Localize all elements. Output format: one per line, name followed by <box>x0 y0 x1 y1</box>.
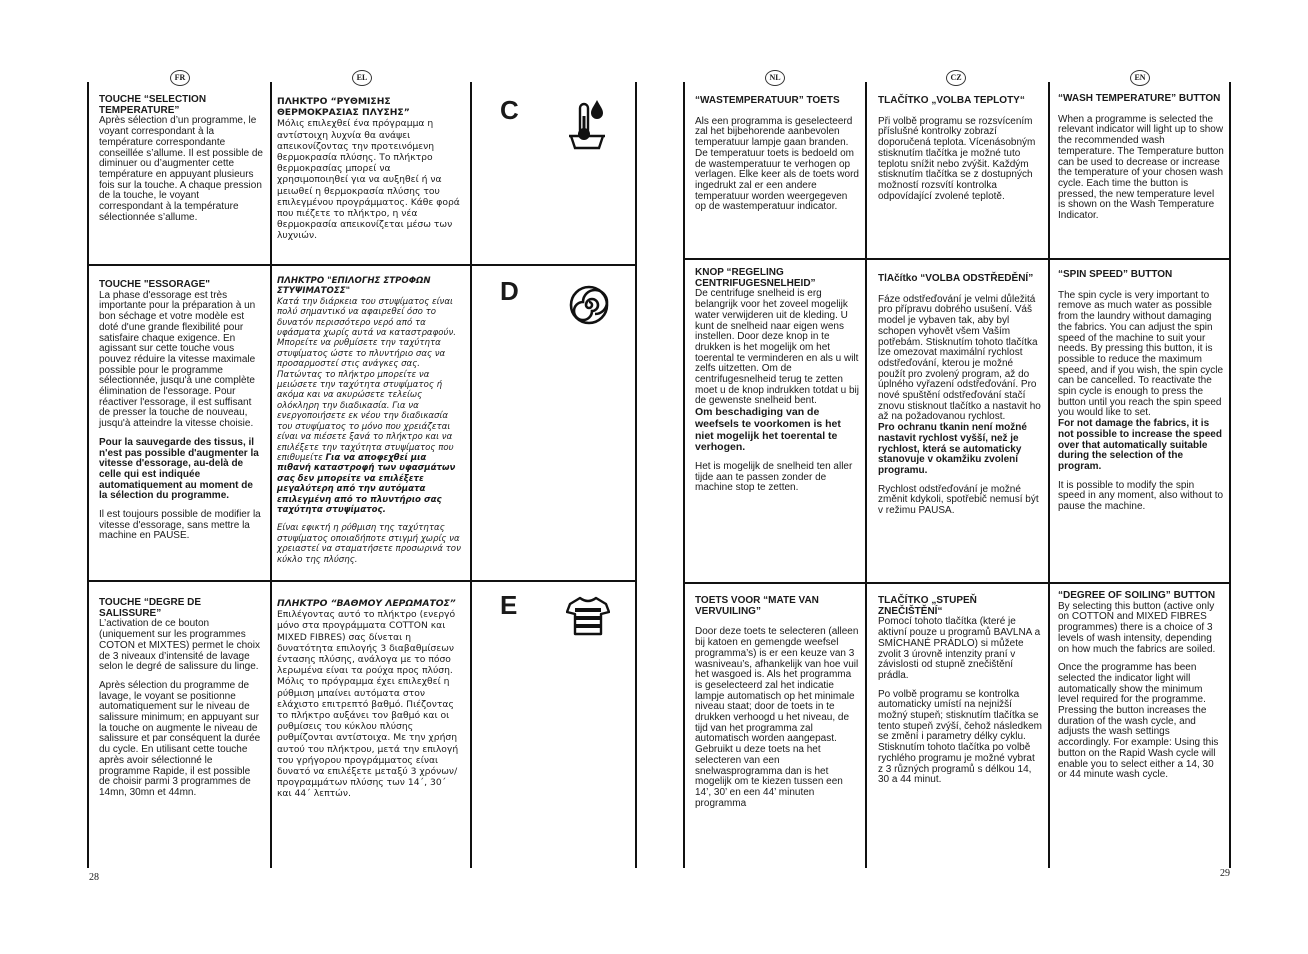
en-temperature-body: When a programme is selected the relevant indicator will light up to show the recommended wash temperature. The Temperature button can be used to decrease or increase the temperature of your chosen wash cycle. Each time the button is pressed, the new temperature level is shown on the Wash Temperature Indicator. <box>1058 113 1224 222</box>
el-spin-warning: Για να αποφεχθεί μια πιθανή καταστροφή των υφασμάτων σας δεν μπορείτε να επιλέξετε μεγαλύτερη από την αυτόματα επιλεγμένη από το πλυντήριο σας ταχύτητα στυψίματος. <box>277 452 456 515</box>
language-badge-fr: FR <box>170 70 190 86</box>
tshirt-soiling-icon <box>566 596 610 636</box>
en-soiling-section <box>1058 591 1224 789</box>
language-badge-cz: CZ <box>946 70 966 86</box>
el-spin-section <box>277 276 463 573</box>
cz-temperature-body: Při volbě programu se rozsvícením příslušné kontrolky zobrazí doporučená teplota. Vícenásobným stisknutím tlačítka je možné tuto teplotu snížit nebo zvýšit. Každým stisknutím tlačítka se z dostupných možností rozsvítí kontrolka odpovídající zvolené teplotě. <box>878 115 1036 202</box>
column-divider <box>865 82 867 868</box>
fr-spin-body: La phase d'essorage est très importante pour la préparation à un bon séchage et votre modèle est doté d'une grande flexibilité pour satisfaire chaque exigence. En agissant sur cette touche vous pouvez réduire la vitesse maximale possible pour le programme sélectionnée, jusqu'à une complète élimination de l'essorage. Pour réactiver l'essorage, il est suffisant de presser la touche de nouveau, jusqu'à atteindre la vitesse choisie. <box>99 289 256 430</box>
nl-spin-warning: Om beschadiging van de weefsels te voorkomen is het niet mogelijk het toerental te verhogen. <box>695 406 841 454</box>
language-badge-nl: NL <box>765 70 785 86</box>
nl-soiling-section <box>695 596 859 817</box>
cz-spin-tail: Rychlost odstřeďování je možné změnit kdykoli, spotřebič nemusí být v režimu PAUSA. <box>878 483 1039 517</box>
nl-temperature-section <box>695 96 859 221</box>
column-divider <box>470 82 472 868</box>
en-spin-body: The spin cycle is very important to remove as much water as possible from the laundry without damaging the fabrics. You can adjust the spin speed of the machine to suit your needs. By pressing this button, it is possible to reduce the maximum speed, and if you wish, the spin cycle can be cancelled. To reactivate the spin cycle is enough to press the button until you reach the spin speed you would like to set. <box>1058 289 1224 419</box>
column-divider <box>270 82 272 868</box>
el-spin-body: Κατά την διάρκεια του στυψίματος είναι πολύ σημαντικό να αφαιρεθεί όσο το δυνατόν περισσότερο νερό από τα υφάσματα χωρίς αυτά να καταστραφούν. Μπορείτε να ρυθμίσετε την ταχύτητα στυψίματος ώστε το πλυντήριο σας να προσαρμοστεί στις ανάγκες σας. Πατώντας το πλήκτρο μπορείτε να μειώσετε την ταχύτητα στυψίματος ή ακόμα και να ακυρώσετε τελείως ολόκληρη την διαδικασία. Για να ενεργοποιήσετε εκ νέου την διαδικασία του στυψίματος το μόνο που χρειάζεται είναι να πιέσετε ξανά το πλήκτρο και να επιλέξετε την ταχύτητα στυψίματος που επιθυμείτε <box>277 296 457 463</box>
row-letter-d: D <box>500 276 519 306</box>
nl-temperature-title: “WASTEMPERATUUR” TOETS <box>695 95 840 106</box>
en-spin-tail: It is possible to modify the spin speed in any moment, also without to pause the machine. <box>1058 479 1224 513</box>
en-temperature-section <box>1058 94 1224 230</box>
column-divider <box>1048 82 1050 868</box>
fr-temperature-title: TOUCHE “SELECTION TEMPERATURE” <box>99 94 207 116</box>
column-divider <box>635 82 637 868</box>
el-soiling-section <box>277 598 463 808</box>
nl-soiling-body: Door deze toets te selecteren (alleen bij katoen en gemengde weefsel programma’s) is er een keuze van 3 wasniveau’s, afhankelijk van hoe vuil het wasgoed is. Als het programma is geselecteerd zal het indicatie lampje automatisch op het minimale niveau staat; door de toets in te drukken verhoogd u het niveau, de tijd van het programma zal automatisch worden aangepast. Gebruikt u deze toets na het selecteren van een snelwasprogramma dan is het mogelijk om te kiezen tussen een 14’, 30’ en een 44’ minuten programma <box>695 626 859 809</box>
en-soiling-title: “DEGREE OF SOILING” BUTTON <box>1058 590 1216 601</box>
cz-soiling-body: Pomocí tohoto tlačítka (které je aktivní pouze u programů BAVLNA a SMÍCHANÉ PRÁDLO) si můžete zvolit 3 úrovně intenzity praní v závislosti od stupně znečištění prádla. <box>878 616 1041 681</box>
row-letter-e: E <box>500 590 518 620</box>
nl-spin-tail: Het is mogelijk de snelheid ten aller tijde aan te passen zonder de machine stop te zetten. <box>695 460 853 494</box>
fr-soiling-section <box>99 598 263 807</box>
el-spin-title: ΠΛΗΚΤΡΟ "ΕΠΙΛΟΓΗΣ ΣΤΡΟΦΩΝ ΣΤΥΨΙΜΑΤΟΣΣ" <box>277 276 431 297</box>
en-spin-warning: For not damage the fabrics, it is not possible to increase the speed over that automatically suitable during the selection of the program. <box>1058 418 1222 472</box>
nl-temperature-body: Als een programma is geselecteerd zal het bijbehorende aanbevolen temperatuur lampje gaan branden. De temperatuur toets is bedoeld om de wastemperatuur te verhogen op verlagen. Elke keer als de toets word ingedrukt zal er een andere temperatuur worden weergegeven op de wastemperatuur indicator. <box>695 115 859 213</box>
en-soiling-tail: Once the programme has been selected the indicator light will automatically show the minimum level required for the programme. Pressing the button increases the duration of the wash cycle, and adjusts the wash settings accordingly. For example: Using this button on the Rapid Wash cycle will enable you to select either a 14, 30 or 44 minute wash cycle. <box>1058 662 1219 781</box>
fr-soiling-title: TOUCHE “DEGRE DE SALISSURE” <box>99 597 202 619</box>
fr-spin-warning: Pour la sauvegarde des tissus, il n'est pas possible d'augmenter la vitesse d'essorage, au-delà de celle qui est indiquée automatiquement au moment de la sélection du programme. <box>99 436 259 502</box>
spin-spiral-icon <box>568 284 610 326</box>
el-spin-tail: Είναι εφικτή η ρύθμιση της ταχύτητας στυψίματος οποιαδήποτε στιγμή χωρίς να χρειαστεί να σταματήσετε προσωρινά τον κύκλο της πλύσης. <box>277 523 461 565</box>
cz-spin-body: Fáze odstřeďování je velmi důležitá pro přípravu dobrého usušení. Váš model je vybaven tak, aby byl schopen vyhovět všem Vaším potřebám. Stisknutím tohoto tlačítka lze omezovat maximální rychlost odstřeďování, kterou je možné použít pro zvolený program, až do úplného vyřazení odstřeďování. Pro nové spuštění odstřeďování stačí znovu stisknout tlačítko a nastavit ho až na požadovanou rychlost. <box>878 293 1041 423</box>
nl-spin-body: De centrifuge snelheid is erg belangrijk voor het zoveel mogelijk water verwijderen uit de kleding. U kunt de snelheid naar eigen wens instellen. Door deze knop in te drukken is het mogelijk om het toerental te verminderen en als u wilt zelfs uitzetten. Om de centrifugesnelheid terug te zetten moet u de knop indrukken totdat u bij de gewenste snelheid bent. <box>695 288 859 407</box>
left-border <box>87 82 89 868</box>
page-number-right: 29 <box>1220 868 1230 879</box>
fr-spin-tail: Il est toujours possible de modifier la vitesse d'essorage, sans mettre la machine en PAUSE. <box>99 509 261 542</box>
nl-spin-title: KNOP “REGELING CENTRIFUGESNELHEID” <box>695 267 816 289</box>
language-badge-el: EL <box>352 70 372 86</box>
el-soiling-body: Επιλέγοντας αυτό το πλήκτρο (ενεργό μόνο στα προγράμματα COTTON και MIXED FIBRES) σας δίνεται η δυνατότητα επιλογής 3 διαβαθμίσεων έντασης πλύσης, ανάλογα με το πόσο λερωμένα είναι τα ρούχα προς πλύση. Μόλις το πρόγραμμα έχει επιλεχθεί η ρύθμιση μπαίνει αυτόματα στον ελάχιστο επιτρεπτό βαθμό. Πιέζοντας το πλήκτρο αυξάνει τον βαθμό και οι ρυθμίσεις του κύκλου πλύσης ρυθμίζονται αντίστοιχα. Με την χρήση αυτού του πλήκτρου, μετά την επιλογή του γρήγορου προγράμματος είναι δυνατό να επιλέξετε μεταξύ 3 χρόνων/προγραμμάτων πλύσης των 14΄, 30΄ και 44΄ λεπτών. <box>277 609 459 800</box>
nl-spin-section <box>695 268 859 502</box>
row-divider <box>683 258 1231 260</box>
el-temperature-title: ΠΛΗΚΤΡΟ “ΡΥΘΜΙΣΗΣ ΘΕΡΜΟΚΡΑΣΙΑΣ ΠΛΥΣΗΣ” <box>277 96 410 119</box>
cz-soiling-section <box>878 596 1042 794</box>
cz-temperature-section <box>878 96 1042 210</box>
cz-spin-section <box>878 274 1042 525</box>
cz-spin-title: TlAčítko “VOLBA ODSTŘEDĚNÍ” <box>878 273 1034 284</box>
row-divider <box>683 582 1231 584</box>
page-number-left: 28 <box>89 872 99 883</box>
cz-soiling-title: TLAČÍTKO „STUPEŇ ZNEČIŠTĚNÍ“ <box>878 595 977 617</box>
el-temperature-body: Μόλις επιλεχθεί ένα πρόγραμμα η αντίστοιχη λυχνία θα ανάψει απεικονίζοντας την προτεινόμενη θερμοκρασία πλύσης. Το πλήκτρο θερμοκρασίας μπορεί να χρησιμοποιηθεί για να αυξηθεί ή να μειωθεί η θερμοκρασία πλύσης του επιλεγμένου προγράμματος. Κάθε φορά που πιέζετε το πλήκτρο, η νέα θερμοκρασία απεικονίζεται μέσω των λυχνιών. <box>277 118 460 242</box>
temperature-drop-icon <box>566 98 608 150</box>
cz-temperature-title: TLAČÍTKO „VOLBA TEPLOTY“ <box>878 95 1025 106</box>
nl-soiling-title: TOETS VOOR “MATE VAN VERVUILING” <box>695 595 819 617</box>
row-letter-c: C <box>500 95 519 125</box>
row-divider <box>87 264 637 266</box>
language-badge-en: EN <box>1130 70 1150 86</box>
en-spin-title: “SPIN SPEED” BUTTON <box>1058 269 1173 280</box>
fr-temperature-body: Après sélection d’un programme, le voyant correspondant à la température correspondante conseillée s’allume. Il est possible de diminuer ou d’augmenter cette température en appuyant plusieurs fois sur la touche. A chaque pression de la touche, le voyant correspondant à la température sélectionnée s’allume. <box>99 115 263 223</box>
en-spin-section <box>1058 270 1224 521</box>
fr-soiling-body: L’activation de ce bouton (uniquement sur les programmes COTON et MIXTES) permet le choix de 3 niveaux d’intensité de lavage selon le degré de salissure du linge. <box>99 618 260 673</box>
fr-spin-title: TOUCHE "ESSORAGE" <box>99 279 210 290</box>
fr-spin-section <box>99 280 263 550</box>
fr-soiling-tail: Après sélection du programme de lavage, le voyant se positionne automatiquement sur le niveau de salissure minimum; en appuyant sur la touche on augmente le niveau de salissure et par conséquent la durée du cycle. En utilisant cette touche après avoir sélectionné le programme Rapide, il est possible de choisir parmi 3 programmes de 14mn, 30mn et 44mn. <box>99 679 261 798</box>
cz-spin-warning: Pro ochranu tkanin není možné nastavit rychlost vyšší, než je rychlost, která se automaticky stanovuje v okamžiku zvolení programu. <box>878 422 1027 476</box>
column-divider <box>683 82 685 868</box>
el-soiling-title: ΠΛΗΚΤΡΟ “ΒΑΘΜΟΥ ΛΕΡΩΜΑΤΟΣ” <box>277 598 456 609</box>
fr-temperature-section <box>99 95 263 231</box>
en-temperature-title: “WASH TEMPERATURE” BUTTON <box>1058 93 1221 104</box>
el-temperature-section <box>277 96 463 250</box>
row-divider <box>87 580 637 582</box>
right-border <box>1229 82 1231 868</box>
en-soiling-body: By selecting this button (active only on COTTON and MIXED FIBRES programmes) there is a choice of 3 levels of wash intensity, depending on how much the fabrics are soiled. <box>1058 600 1216 655</box>
cz-soiling-tail: Po volbě programu se kontrolka automaticky umístí na nejnižší možný stupeň; stisknutím tlačítka se tento stupeň zvýší, čehož následkem se změní i parametry délky cyklu. Stisknutím tohoto tlačítka po volbě rychlého programu je možné vybrat z 3 různých programů s délkou 14, 30 a 44 minut. <box>878 688 1042 786</box>
